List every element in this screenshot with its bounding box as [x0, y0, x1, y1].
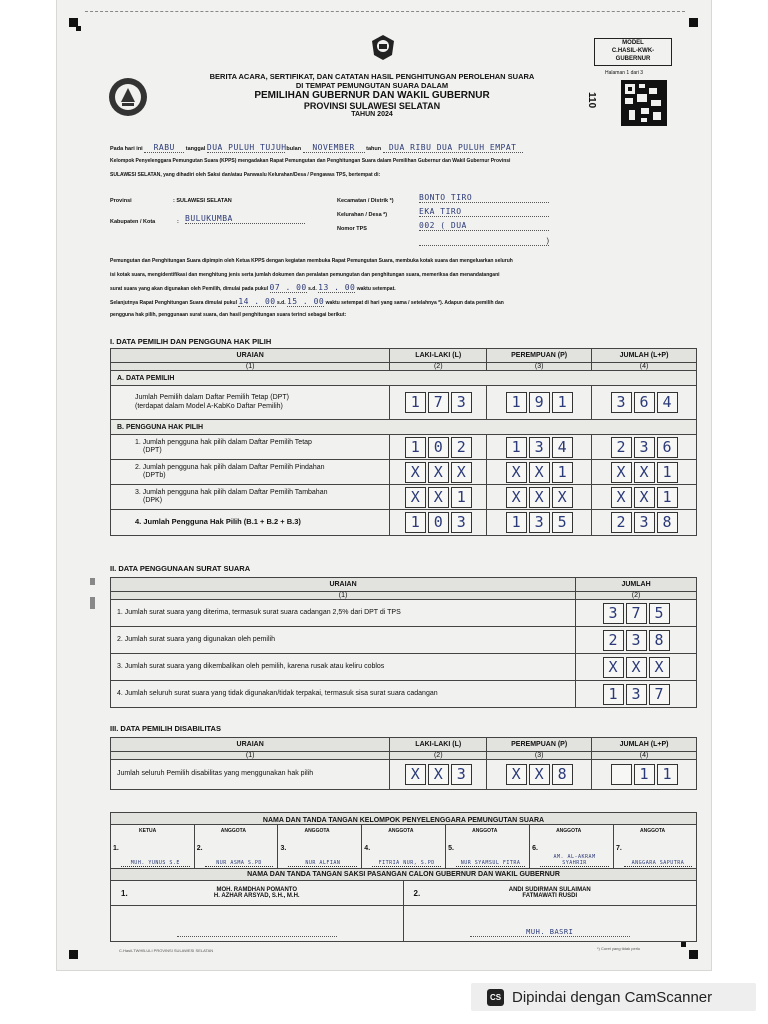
sign-num-2: 2.	[196, 845, 203, 852]
tps-value: 002 ( DUA	[419, 221, 549, 231]
kelurahan-value: EKA TIRO	[419, 207, 549, 217]
s1-a-l1: Jumlah Pemilih dalam Daftar Pemilih Tetap (DPT)	[135, 394, 289, 401]
s1-col-uraian: URAIAN	[111, 349, 390, 363]
s1-n4: (4)	[592, 363, 697, 371]
tps-extra-line: )	[419, 238, 549, 246]
s1-b3-L	[390, 485, 487, 510]
digit-box: 0	[428, 437, 449, 458]
para-p3: surat suara yang akan digunakan oleh Pemilih, dimulai pada pukul	[110, 286, 269, 292]
s2-row3-J	[576, 654, 697, 681]
sd-1: s.d.	[308, 286, 317, 292]
section3-title: III. DATA PEMILIH DISABILITAS	[110, 724, 221, 733]
para-line4	[110, 297, 504, 306]
bulan-label: bulan	[286, 146, 302, 152]
corner-mark-bl	[69, 950, 78, 959]
camscanner-logo-icon: CS	[487, 989, 504, 1006]
bulan-value: NOVEMBER	[303, 143, 365, 153]
sign-name-6: AM. AL-AKRAM SYAHRIR	[540, 854, 609, 867]
header-line1: BERITA ACARA, SERTIFIKAT, DAN CATATAN HASIL PENGHITUNGAN PEROLEHAN SUARA	[209, 72, 535, 81]
kpps-sign-title: NAMA DAN TANDA TANGAN KELOMPOK PENYELENGGARA PEMUNGUTAN SUARA	[111, 813, 697, 825]
digit-box: 6	[657, 437, 678, 458]
side-mark-2	[90, 597, 95, 609]
intro-line	[110, 143, 670, 153]
sign-role-6: ANGGOTA	[556, 828, 582, 834]
digit-box: 5	[649, 603, 670, 624]
sign-num-5: 5.	[448, 845, 454, 852]
header-line4: PROVINSI SULAWESI SELATAN	[303, 101, 441, 111]
s1-b3-l2: (DPK)	[143, 497, 163, 504]
tahun-label: tahun	[366, 146, 382, 152]
sign-num-4: 4.	[364, 845, 371, 852]
s3-row-label: Jumlah seluruh Pemilih disabilitas yang menggunakan hak pilih	[111, 760, 390, 790]
s1-b2-label	[111, 460, 390, 485]
digit-box: 7	[626, 603, 647, 624]
digit-box: 3	[626, 684, 647, 705]
saksi1-sign-area	[111, 906, 404, 942]
digit-box: 4	[657, 392, 678, 413]
corner-mark-tl2	[76, 26, 81, 31]
saksi2-num: 2.	[413, 889, 421, 898]
tps-label: Nomor TPS	[337, 226, 367, 232]
sign-name-7: ANGGARA SAPUTRA	[624, 860, 692, 867]
s3-row-L	[390, 760, 487, 790]
s1-b-title: B. PENGGUNA HAK PILIH	[111, 420, 697, 435]
para-line5: pengguna hak pilih, penggunaan surat suara, dan hasil penghitungan suara terinci sebagai berikut:	[110, 312, 347, 318]
digit-box: 2	[451, 437, 472, 458]
digit-box: 6	[634, 392, 655, 413]
camscanner-badge	[471, 983, 756, 1011]
time2-end: 15 . 00	[286, 297, 325, 306]
header-line5: TAHUN 2024	[351, 111, 393, 118]
saksi1-num: 1.	[121, 889, 128, 898]
sd-2: s.d.	[276, 300, 286, 306]
corner-mark-br2	[681, 942, 686, 947]
digit-box: 3	[529, 512, 550, 533]
sign-cell-6	[530, 825, 614, 870]
digit-box: X	[626, 657, 647, 678]
digit-box: X	[428, 764, 449, 785]
model-line2: C.HASIL-KWK-	[611, 48, 655, 54]
digit-box: X	[529, 764, 550, 785]
digit-box: X	[451, 462, 472, 483]
province-emblem	[107, 76, 149, 118]
s2-col-j: JUMLAH	[576, 578, 697, 592]
digit-box: X	[506, 487, 527, 508]
digit-box: 3	[611, 392, 632, 413]
digit-box: X	[611, 462, 632, 483]
digit-box: 4	[552, 437, 573, 458]
digit-box: X	[506, 462, 527, 483]
digit-box: 2	[611, 512, 632, 533]
sign-num-6: 6.	[532, 845, 538, 852]
pada-hari-ini-label: Pada hari ini	[110, 146, 143, 152]
s1-n1: (1)	[111, 363, 390, 371]
saksi2-sign-name: MUH. BASRI	[470, 928, 630, 937]
s1-b4-label	[111, 510, 390, 536]
saksi-sign-title: NAMA DAN TANDA TANGAN SAKSI PASANGAN CALON GUBERNUR DAN WAKIL GUBERNUR	[111, 869, 697, 881]
digit-box: X	[428, 487, 449, 508]
section2-table	[110, 577, 697, 708]
s2-col-uraian: URAIAN	[111, 578, 576, 592]
digit-box: X	[634, 487, 655, 508]
digit-box	[611, 764, 632, 785]
s3-col-j: JUMLAH (L+P)	[592, 738, 697, 752]
side-mark-1	[90, 578, 95, 585]
sign-cell-3	[278, 825, 362, 870]
s2-row2-label: 2. Jumlah surat suara yang digunakan oleh pemilih	[111, 627, 576, 654]
s1-b1-J	[592, 435, 697, 460]
digit-box: 1	[405, 512, 426, 533]
time-start: 07 . 00	[269, 283, 307, 292]
s1-b2-l1: 2. Jumlah pengguna hak pilih dalam Daftar Pemilih Pindahan	[135, 463, 325, 471]
digit-box: 2	[603, 630, 624, 651]
s1-n2: (2)	[390, 363, 487, 371]
sign-cell-1	[111, 825, 195, 870]
s1-b4-l1: 4. Jumlah Pengguna Hak Pilih (B.1 + B.2 + B.3)	[135, 517, 301, 527]
corner-mark-tr	[689, 18, 698, 27]
s1-b3-l1: 3. Jumlah pengguna hak pilih dalam Daftar Pemilih Tambahan	[135, 488, 328, 496]
digit-box: X	[506, 764, 527, 785]
scanned-document	[57, 0, 711, 970]
sign-role-4: ANGGOTA	[388, 828, 414, 834]
digit-box: X	[634, 462, 655, 483]
saksi1-name2: H. AZHAR ARSYAD, S.H., M.H.	[213, 893, 300, 899]
s1-b4-J	[592, 510, 697, 536]
digit-box: X	[529, 487, 550, 508]
sign-role-1: KETUA	[139, 828, 157, 834]
digit-box: 1	[451, 487, 472, 508]
section1-title: I. DATA PEMILIH DAN PENGGUNA HAK PILIH	[110, 337, 272, 346]
kabupaten-colon: :	[177, 219, 179, 225]
s1-a-L	[390, 386, 487, 420]
s3-row-P	[487, 760, 592, 790]
digit-box: 3	[603, 603, 624, 624]
digit-box: 1	[506, 512, 527, 533]
s1-b4-P	[487, 510, 592, 536]
digit-box: X	[428, 462, 449, 483]
sign-name-1: MUH. YUNUS S.E	[121, 860, 190, 867]
digit-box: X	[552, 487, 573, 508]
sign-num-3: 3.	[280, 845, 287, 852]
digit-box: 1	[506, 392, 527, 413]
intro-text1: Kelompok Penyelenggara Pemungutan Suara (KPPS) mengadakan Rapat Pemungutan dan Penghitungan Suara dalam Pemilihan Gubernur dan Wakil Gubernur Provinsi	[110, 158, 511, 164]
s1-n3: (3)	[487, 363, 592, 371]
digit-box: 1	[657, 764, 678, 785]
kpu-logo	[370, 33, 396, 59]
qr-code	[621, 80, 667, 126]
s1-b2-L	[390, 460, 487, 485]
s1-a-l2: (terdapat dalam Model A-KabKo Daftar Pemilih)	[135, 402, 283, 410]
s3-row-J	[592, 760, 697, 790]
kpps-signature-table	[110, 812, 697, 870]
time2-start: 14 . 00	[238, 297, 276, 306]
s1-col-l: LAKI-LAKI (L)	[390, 349, 487, 363]
footer-left: C.Hasil-TWHB-ULI PROVINSI SULAWESI SELATAN	[119, 948, 214, 953]
s3-n2: (2)	[390, 752, 487, 760]
tanggal-value: DUA PULUH TUJUH	[206, 143, 287, 152]
s3-col-l: LAKI-LAKI (L)	[390, 738, 487, 752]
sign-num-7: 7.	[615, 845, 622, 852]
digit-box: 1	[506, 437, 527, 458]
digit-box: X	[603, 657, 624, 678]
sign-role-7: ANGGOTA	[639, 828, 666, 834]
digit-box: 2	[611, 437, 632, 458]
s2-n2: (2)	[576, 592, 697, 600]
header-line3: PEMILIHAN GUBERNUR DAN WAKIL GUBERNUR	[254, 90, 490, 101]
sign-name-5: NUR SYAMSUL FITRA	[456, 860, 525, 867]
digit-box: 7	[649, 684, 670, 705]
digit-box: X	[405, 487, 426, 508]
kecamatan-label: Kecamatan / Distrik *)	[337, 198, 394, 204]
s3-n1: (1)	[111, 752, 390, 760]
digit-box: X	[611, 487, 632, 508]
sign-role-2: ANGGOTA	[220, 828, 246, 834]
digit-box: X	[405, 462, 426, 483]
saksi2-name1: ANDI SUDIRMAN SULAIMAN	[508, 887, 591, 893]
digit-box: 1	[657, 462, 678, 483]
s1-a-J	[592, 386, 697, 420]
s2-row1-label: 1. Jumlah surat suara yang diterima, termasuk surat suara cadangan 2,5% dari DPT di TPS	[111, 600, 576, 627]
provinsi-value: : SULAWESI SELATAN	[173, 198, 232, 204]
tahun-value: DUA RIBU DUA PULUH EMPAT	[383, 143, 523, 153]
sign-num-1: 1.	[113, 845, 119, 852]
digit-box: 1	[405, 392, 426, 413]
digit-box: 3	[529, 437, 550, 458]
sign-cell-2	[194, 825, 278, 870]
para-p4b: waktu setempat di hari yang sama / setelahnya *). Adapun data pemilih dan	[325, 300, 504, 306]
time-end: 13 . 00	[318, 283, 356, 292]
s1-a-row-label	[111, 386, 390, 420]
digit-box: 8	[552, 764, 573, 785]
corner-mark-br	[689, 950, 698, 959]
kelurahan-label: Kelurahan / Desa *)	[337, 212, 388, 218]
model-line3: GUBERNUR	[615, 56, 651, 62]
document-header	[157, 72, 587, 118]
sign-role-5: ANGGOTA	[472, 828, 498, 834]
top-border-line	[85, 11, 685, 12]
saksi2-name2: FATMAWATI RUSDI	[522, 893, 578, 899]
s1-b1-P	[487, 435, 592, 460]
kecamatan-value: BONTO TIRO	[419, 193, 549, 203]
digit-box: 8	[657, 512, 678, 533]
section3-table	[110, 737, 697, 790]
digit-box: 3	[634, 437, 655, 458]
saksi2-cell	[403, 881, 697, 906]
s1-b1-l2: (DPT)	[143, 447, 162, 454]
digit-box: 3	[626, 630, 647, 651]
section2-title: II. DATA PENGGUNAAN SURAT SUARA	[110, 564, 251, 573]
saksi2-sign-area	[403, 906, 697, 942]
saksi1-sign-line	[177, 935, 337, 937]
para-line3	[110, 283, 396, 292]
s2-row4-label: 4. Jumlah seluruh surat suara yang tidak digunakan/tidak terpakai, termasuk sisa surat suara cadangan	[111, 681, 576, 708]
intro-text2: SULAWESI SELATAN, yang dihadiri oleh Saksi dan/atau Panwaslu Kelurahan/Desa / Pengawas TPS, bertempat di:	[110, 172, 381, 178]
s2-row2-J	[576, 627, 697, 654]
waktu-1: waktu setempat.	[356, 286, 396, 292]
s1-col-p: PEREMPUAN (P)	[487, 349, 592, 363]
digit-box: 3	[451, 512, 472, 533]
para-p4: Selanjutnya Rapat Penghitungan Suara dimulai pukul	[110, 300, 237, 306]
digit-box: 1	[552, 462, 573, 483]
s1-col-j: JUMLAH (L+P)	[592, 349, 697, 363]
s1-b4-L	[390, 510, 487, 536]
provinsi-label: Provinsi	[110, 198, 132, 204]
s1-b1-l1: 1. Jumlah pengguna hak pilih dalam Daftar Pemilih Tetap	[135, 438, 312, 446]
s3-col-p: PEREMPUAN (P)	[487, 738, 592, 752]
hari-value: RABU	[144, 143, 184, 153]
digit-box: 3	[451, 764, 472, 785]
sign-cell-5	[446, 825, 530, 870]
saksi1-name1: MOH. RAMDHAN POMANTO	[216, 887, 298, 893]
s2-row4-J	[576, 681, 697, 708]
s2-n1: (1)	[111, 592, 576, 600]
s2-row3-label: 3. Jumlah surat suara yang dikembalikan oleh pemilih, karena rusak atau keliru coblos	[111, 654, 576, 681]
digit-box: 0	[428, 512, 449, 533]
sign-name-2: NUR ASMA S.PD	[205, 860, 274, 867]
digit-box: 3	[634, 512, 655, 533]
sign-cell-4	[362, 825, 446, 870]
digit-box: X	[649, 657, 670, 678]
digit-box: X	[405, 764, 426, 785]
para-line1: Pemungutan dan Penghitungan Suara dipimpin oleh Ketua KPPS dengan kegiatan membuka Rapat Pemungutan Suara, membuka kotak suara dan mengeluarkan seluruh	[110, 258, 513, 264]
digit-box: X	[529, 462, 550, 483]
digit-box: 1	[603, 684, 624, 705]
s3-n3: (3)	[487, 752, 592, 760]
s3-col-uraian: URAIAN	[111, 738, 390, 752]
saksi-signature-table	[110, 868, 697, 942]
code-number: 110	[586, 92, 597, 109]
s3-n4: (4)	[592, 752, 697, 760]
section1-table	[110, 348, 697, 536]
s1-b3-label	[111, 485, 390, 510]
s2-row1-J	[576, 600, 697, 627]
sign-name-3: NUR ALFIAN	[288, 860, 357, 867]
sign-role-3: ANGGOTA	[304, 828, 330, 834]
s1-b2-l2: (DPTb)	[143, 472, 166, 479]
saksi1-cell	[111, 881, 404, 906]
sign-name-4: FITRIA NUR, S.PD	[372, 860, 441, 867]
tanggal-label: tanggal	[185, 146, 206, 152]
digit-box: 3	[451, 392, 472, 413]
sign-cell-7	[613, 825, 696, 870]
header-line2: DI TEMPAT PEMUNGUTAN SUARA DALAM	[295, 81, 449, 90]
s1-b1-L	[390, 435, 487, 460]
model-box	[594, 38, 672, 66]
s1-b1-label	[111, 435, 390, 460]
kabupaten-label: Kabupaten / Kota	[110, 219, 156, 225]
digit-box: 5	[552, 512, 573, 533]
s1-a-P	[487, 386, 592, 420]
para-line2: isi kotak suara, mengidentifikasi dan menghitung jenis serta jumlah dokumen dan peralatan pemungutan dan penghitungan suara, memeriksa dan menandatangani	[110, 272, 500, 278]
digit-box: 1	[552, 392, 573, 413]
digit-box: 9	[529, 392, 550, 413]
s1-b3-J	[592, 485, 697, 510]
s1-a-title: A. DATA PEMILIH	[111, 371, 697, 386]
s1-b3-P	[487, 485, 592, 510]
page-label: Halaman 1 dari 3	[605, 70, 644, 76]
kabupaten-value: BULUKUMBA	[185, 214, 305, 224]
footer-right: *) Coret yang tidak perlu	[597, 946, 641, 951]
digit-box: 1	[657, 487, 678, 508]
digit-box: 1	[634, 764, 655, 785]
s1-b2-P	[487, 460, 592, 485]
s1-b2-J	[592, 460, 697, 485]
digit-box: 8	[649, 630, 670, 651]
digit-box: 7	[428, 392, 449, 413]
digit-box: 1	[405, 437, 426, 458]
model-line1: MODEL	[622, 40, 644, 46]
camscanner-text: Dipindai dengan CamScanner	[512, 988, 713, 1006]
